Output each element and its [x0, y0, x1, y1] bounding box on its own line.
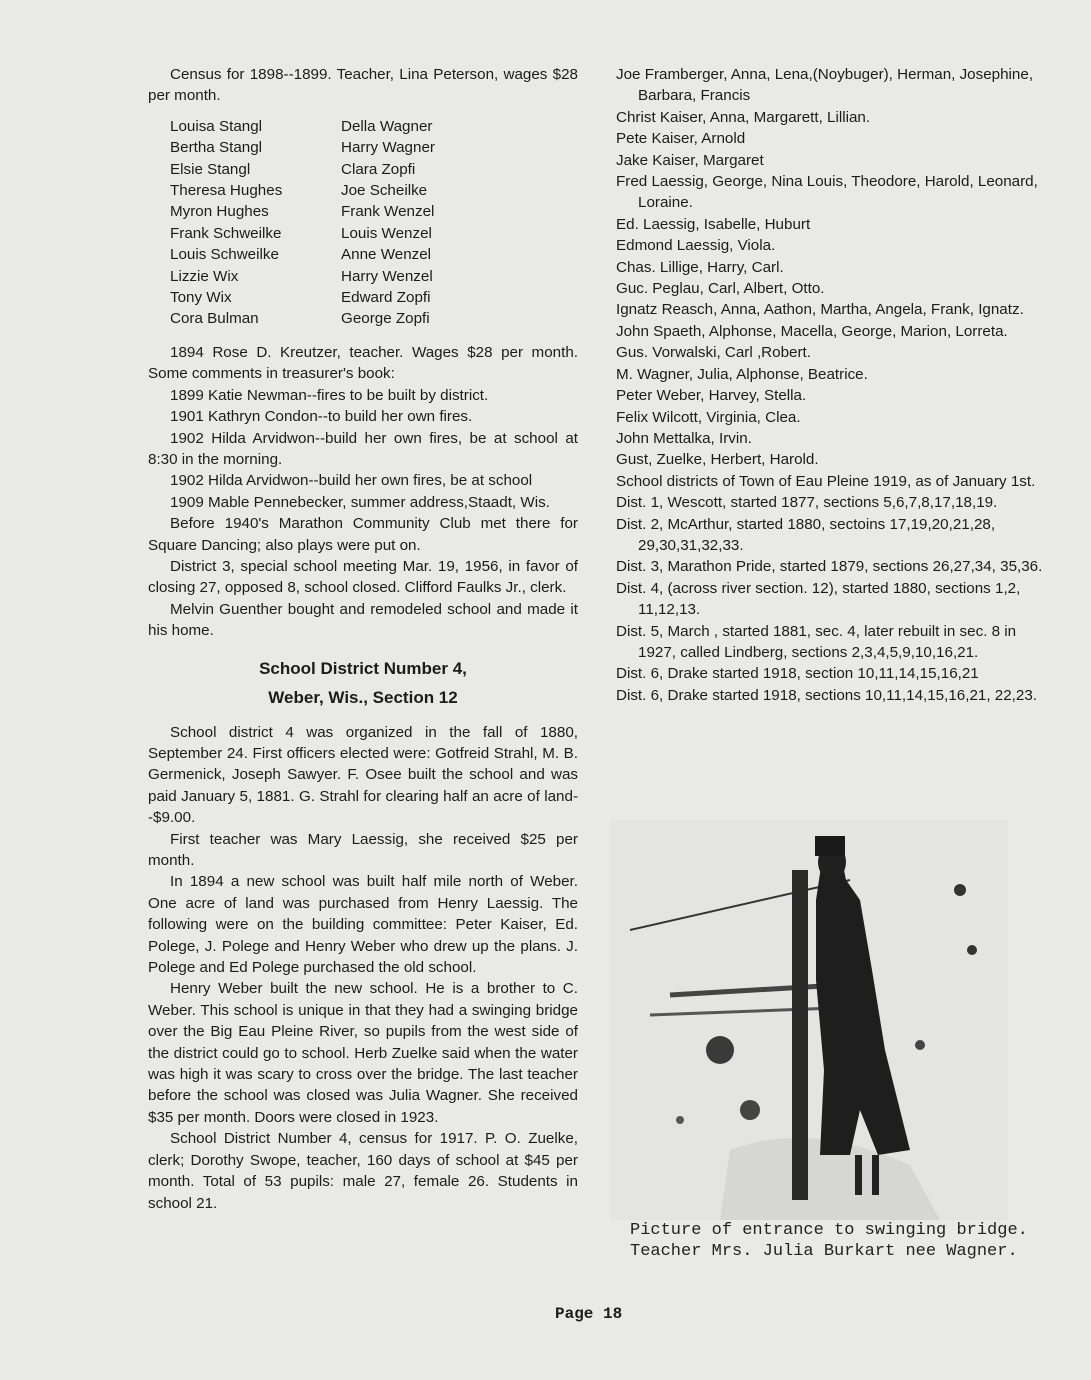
paragraph-1901: 1901 Kathryn Condon--to build her own fires. [170, 408, 473, 426]
paragraph-1902a: 1902 Hilda Arvidwon--build her own fires, be at school at 8:30 in the morning. [148, 429, 578, 468]
family-entry: Christ Kaiser, Anna, Margarett, Lillian. [616, 108, 871, 126]
family-entry: Fred Laessig, George, Nina Louis, Theodore, Harold, Leonard, Loraine. [616, 173, 1038, 212]
heading-line-1: School District Number 4, [259, 658, 467, 678]
family-entry: Joe Framberger, Anna, Lena,(Noybuger), Herman, Josephine, Barbara, Francis [616, 66, 1034, 105]
paragraph-first-teacher: First teacher was Mary Laessig, she received $25 per month. [148, 830, 578, 869]
paragraph-new-school: In 1894 a new school was built half mile north of Weber. One acre of land was purchased from Henry Laessig. The following were on the building committee: Peter Kaiser, Ed. Polege, J. Polege and Henry Weber who drew up the plans. J. Polege and Ed Polege purchased the old school. [148, 873, 578, 977]
family-entry: Guc. Peglau, Carl, Albert, Otto. [616, 280, 825, 298]
family-entry: Gus. Vorwalski, Carl ,Robert. [616, 344, 811, 362]
family-entry: Jake Kaiser, Margaret [616, 151, 764, 169]
district-entry: Dist. 2, McArthur, started 1880, sectoins 17,19,20,21,28, 29,30,31,32,33. [616, 515, 996, 554]
paragraph-henry-weber: Henry Weber built the new school. He is a brother to C. Weber. This school is unique in that they had a swinging bridge over the Big Eau Pleine River, so pupils from the west side of the district could go to school. Herb Zuelke said when the water was high it was scary to cross over the bridge. The last teacher before the school was closed was Julia Wagner. She received $35 per month. Doors were closed in 1923. [148, 980, 578, 1126]
photo-caption: Picture of entrance to swinging bridge. Teacher Mrs. Julia Burkart nee Wagner. [630, 1221, 1028, 1261]
section-heading [148, 654, 578, 712]
family-entry: Peter Weber, Harvey, Stella. [616, 387, 807, 405]
districts-intro: School districts of Town of Eau Pleine 1919, as of January 1st. [616, 472, 1036, 490]
district-entry: Dist. 5, March , started 1881, sec. 4, later rebuilt in sec. 8 in 1927, called Lindberg, sections 2,3,4,5,9,10,16,21. [616, 622, 1017, 661]
family-entry: John Spaeth, Alphonse, Macella, George, Marion, Lorreta. [616, 322, 1008, 340]
paragraph-organized: School district 4 was organized in the fall of 1880, September 24. First officers elected were: Gotfreid Strahl, M. B. Germenick, Joseph Sawyer. F. Osee built the school and was paid January 5, 1881. G. Strahl for clearing half an acre of land--$9.00. [148, 723, 578, 827]
name: Della Wagner [341, 117, 433, 135]
name: Clara Zopfi [341, 160, 416, 178]
name: Myron Hughes [170, 203, 269, 221]
name: George Zopfi [341, 310, 430, 328]
right-column [616, 64, 1048, 706]
paragraph-census-1917: School District Number 4, census for 1917. P. O. Zuelke, clerk; Dorothy Swope, teacher, 160 days of school at $45 per month. Total of 53 pupils: male 27, female 26. Students in school 21. [148, 1130, 578, 1212]
names-column-2 [341, 116, 512, 330]
family-entry: Pete Kaiser, Arnold [616, 130, 746, 148]
district-entry: Dist. 4, (across river section. 12), started 1880, sections 1,2, 11,12,13. [616, 579, 1021, 619]
family-entry: Chas. Lillige, Harry, Carl. [616, 258, 784, 276]
left-column [148, 64, 578, 1214]
family-entry: Ignatz Reasch, Anna, Aathon, Martha, Angela, Frank, Ignatz. [616, 301, 1024, 319]
paragraph-melvin: Melvin Guenther bought and remodeled school and made it his home. [148, 600, 578, 640]
name: Louis Wenzel [341, 224, 432, 242]
name: Louis Schweilke [170, 246, 279, 264]
name: Anne Wenzel [341, 246, 432, 264]
name: Frank Schweilke [170, 224, 282, 242]
paragraph-1894: 1894 Rose D. Kreutzer, teacher. Wages $28 per month. Some comments in treasurer's book: [148, 343, 578, 383]
name: Edward Zopfi [341, 289, 431, 307]
family-entry: Felix Wilcott, Virginia, Clea. [616, 408, 801, 426]
name: Elsie Stangl [170, 160, 251, 178]
name: Lizzie Wix [170, 267, 239, 285]
family-entry: Edmond Laessig, Viola. [616, 237, 776, 255]
name: Harry Wagner [341, 139, 435, 157]
family-entry: John Mettalka, Irvin. [616, 429, 752, 447]
paragraph-1956: District 3, special school meeting Mar. 19, 1956, in favor of closing 27, opposed 8, school closed. Clifford Faulks Jr., clerk. [148, 557, 578, 597]
page-number: Page 18 [555, 1305, 623, 1323]
paragraph-1899: 1899 Katie Newman--fires to be built by district. [170, 386, 489, 404]
name: Theresa Hughes [170, 182, 283, 200]
names-column-1 [170, 116, 341, 330]
name: Joe Scheilke [341, 182, 428, 200]
name: Harry Wenzel [341, 267, 433, 285]
bridge-entrance-photo [610, 820, 1008, 1220]
district-entry: Dist. 6, Drake started 1918, sections 10,11,14,15,16,21, 22,23. [616, 686, 1038, 704]
paragraph-1940: Before 1940's Marathon Community Club met there for Square Dancing; also plays were put on. [148, 515, 578, 554]
heading-line-2: Weber, Wis., Section 12 [268, 687, 458, 707]
name: Louisa Stangl [170, 117, 263, 135]
district-entry: Dist. 1, Wescott, started 1877, sections 5,6,7,8,17,18,19. [616, 494, 998, 512]
district-entry: Dist. 3, Marathon Pride, started 1879, sections 26,27,34, 35,36. [616, 558, 1043, 576]
census-intro: Census for 1898--1899. Teacher, Lina Peterson, wages $28 per month. [148, 66, 578, 105]
paragraph-1909: 1909 Mable Pennebecker, summer address,Staadt, Wis. [170, 493, 550, 511]
name: Frank Wenzel [341, 203, 435, 221]
name: Bertha Stangl [170, 139, 263, 157]
district-entry: Dist. 6, Drake started 1918, section 10,11,14,15,16,21 [616, 665, 979, 683]
family-entry: M. Wagner, Julia, Alphonse, Beatrice. [616, 365, 868, 383]
family-entry: Ed. Laessig, Isabelle, Huburt [616, 215, 811, 233]
name: Tony Wix [170, 289, 232, 307]
family-entry: Gust, Zuelke, Herbert, Harold. [616, 451, 819, 469]
name: Cora Bulman [170, 310, 259, 328]
paragraph-1902b: 1902 Hilda Arvidwon--build her own fires, be at school [170, 472, 533, 490]
census-names [170, 116, 578, 330]
